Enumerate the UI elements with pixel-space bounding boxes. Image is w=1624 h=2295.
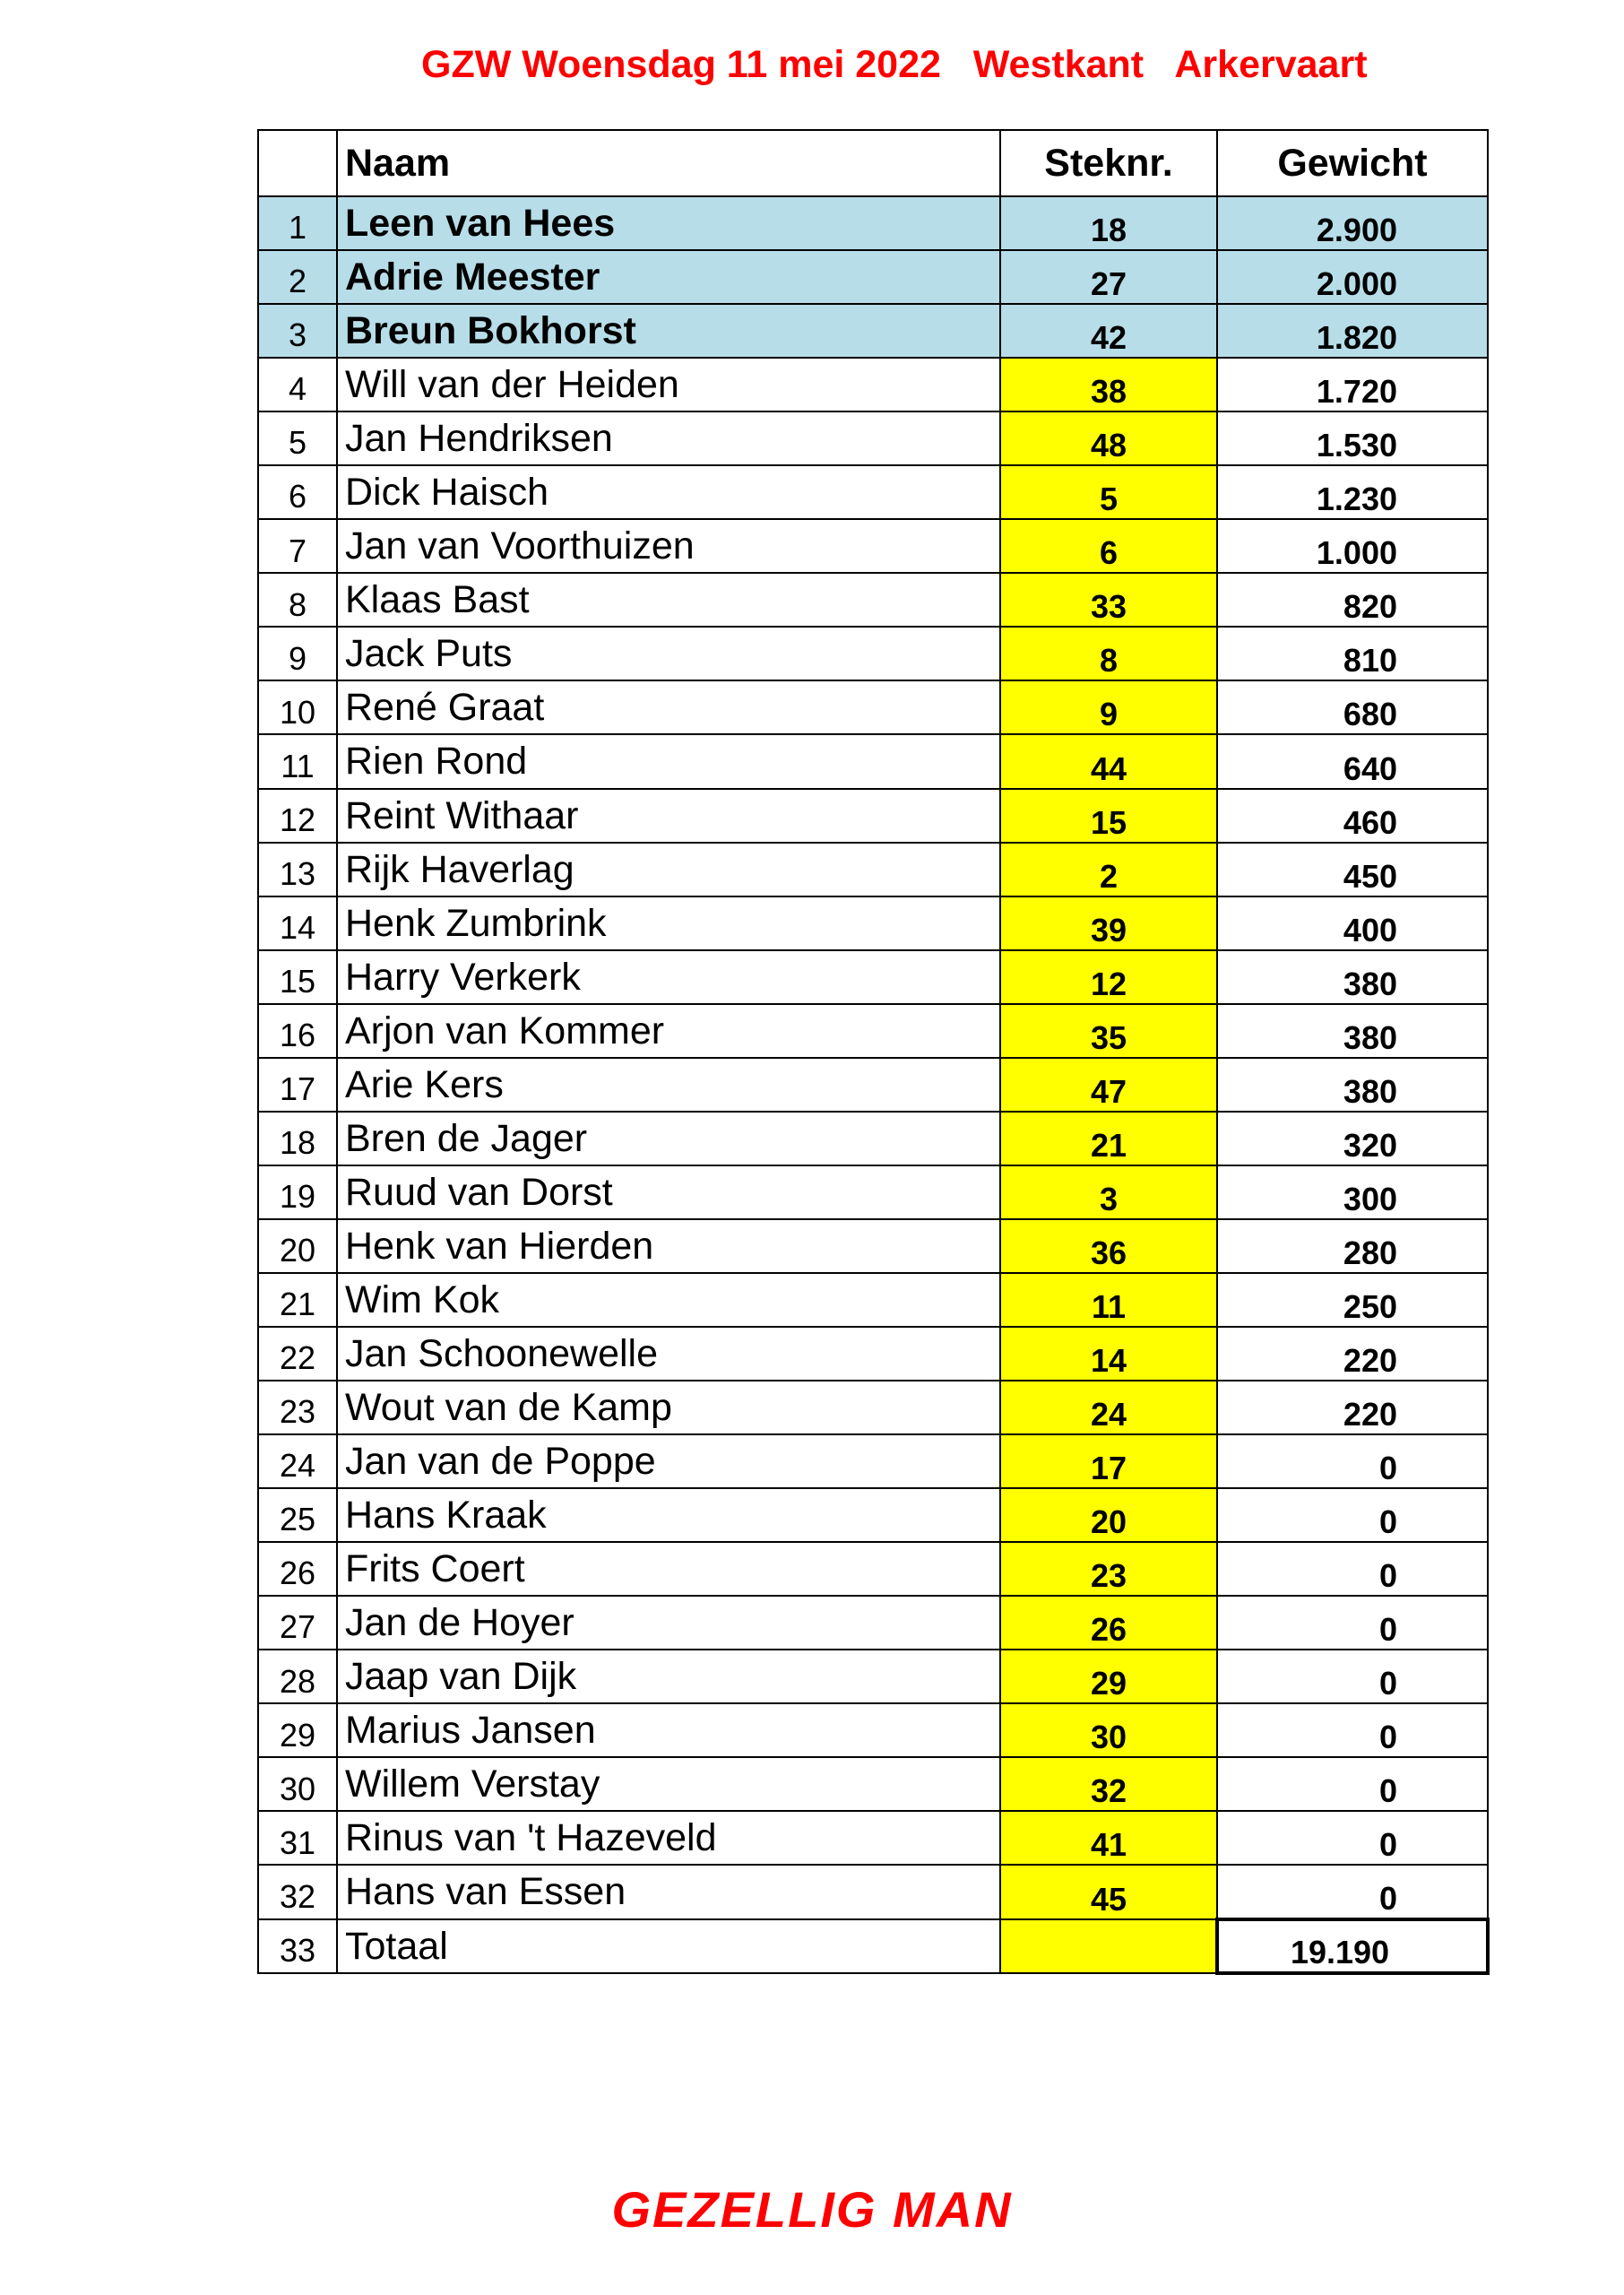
- gewicht-cell: 250: [1217, 1273, 1488, 1327]
- steknr-cell: 5: [1000, 465, 1217, 519]
- steknr-cell: 47: [1000, 1058, 1217, 1112]
- page-title: GZW Woensdag 11 mei 2022 Westkant Arkervaart: [421, 43, 1368, 86]
- table-row: [258, 358, 1488, 411]
- steknr-cell: 35: [1000, 1004, 1217, 1058]
- gewicht-cell: 380: [1217, 950, 1488, 1004]
- gewicht-cell: 300: [1217, 1165, 1488, 1219]
- name-cell: Reint Withaar: [337, 789, 1000, 843]
- table-row: [258, 1542, 1488, 1596]
- rank-cell: 23: [258, 1381, 337, 1434]
- footer-slogan: GEZELLIG MAN: [611, 2181, 1013, 2238]
- gewicht-cell: 460: [1217, 789, 1488, 843]
- steknr-cell: 21: [1000, 1112, 1217, 1165]
- steknr-cell: 6: [1000, 519, 1217, 573]
- table-row: [258, 1596, 1488, 1650]
- name-cell: Frits Coert: [337, 1542, 1000, 1596]
- gewicht-cell: 1.530: [1217, 411, 1488, 465]
- rank-cell: 9: [258, 627, 337, 680]
- name-cell: Rijk Haverlag: [337, 843, 1000, 896]
- rank-cell: 29: [258, 1703, 337, 1757]
- name-cell: Jan de Hoyer: [337, 1596, 1000, 1650]
- steknr-cell: 32: [1000, 1757, 1217, 1811]
- name-cell: Jan Hendriksen: [337, 411, 1000, 465]
- rank-cell: 20: [258, 1219, 337, 1273]
- steknr-cell: 24: [1000, 1381, 1217, 1434]
- steknr-cell: 3: [1000, 1165, 1217, 1219]
- results-table: [257, 129, 1490, 1975]
- table-row: [258, 1273, 1488, 1327]
- steknr-cell: 2: [1000, 843, 1217, 896]
- name-cell: Leen van Hees: [337, 196, 1000, 250]
- gewicht-cell: 1.000: [1217, 519, 1488, 573]
- name-cell: Harry Verkerk: [337, 950, 1000, 1004]
- gewicht-cell: 0: [1217, 1811, 1488, 1865]
- table-row: [258, 1004, 1488, 1058]
- rank-cell: 4: [258, 358, 337, 411]
- rank-cell: 25: [258, 1488, 337, 1542]
- rank-cell: 19: [258, 1165, 337, 1219]
- table-row: [258, 1058, 1488, 1112]
- name-cell: René Graat: [337, 680, 1000, 734]
- name-cell: Arie Kers: [337, 1058, 1000, 1112]
- gewicht-cell: 450: [1217, 843, 1488, 896]
- steknr-cell: 18: [1000, 196, 1217, 250]
- table-row: [258, 1811, 1488, 1865]
- steknr-cell: 36: [1000, 1219, 1217, 1273]
- name-cell: Jaap van Dijk: [337, 1650, 1000, 1703]
- steknr-cell: 14: [1000, 1327, 1217, 1381]
- steknr-cell: 33: [1000, 573, 1217, 627]
- table-row: [258, 1165, 1488, 1219]
- steknr-cell: [1000, 1919, 1217, 1973]
- rank-cell: 1: [258, 196, 337, 250]
- table-row: [258, 1650, 1488, 1703]
- name-cell: Jan Schoonewelle: [337, 1327, 1000, 1381]
- rank-cell: 21: [258, 1273, 337, 1327]
- header-gewicht: Gewicht: [1217, 130, 1488, 196]
- rank-cell: 30: [258, 1757, 337, 1811]
- table-row: [258, 950, 1488, 1004]
- rank-cell: 26: [258, 1542, 337, 1596]
- name-cell: Jan van de Poppe: [337, 1434, 1000, 1488]
- table-row: [258, 1703, 1488, 1757]
- rank-cell: 2: [258, 250, 337, 304]
- table-row: [258, 304, 1488, 358]
- header-naam: Naam: [337, 130, 1000, 196]
- table-row: [258, 196, 1488, 250]
- gewicht-cell: 380: [1217, 1004, 1488, 1058]
- gewicht-cell: 1.820: [1217, 304, 1488, 358]
- gewicht-cell: 1.720: [1217, 358, 1488, 411]
- table-row: [258, 573, 1488, 627]
- gewicht-cell: 19.190: [1217, 1919, 1488, 1973]
- table-row: [258, 465, 1488, 519]
- rank-cell: 24: [258, 1434, 337, 1488]
- gewicht-cell: 280: [1217, 1219, 1488, 1273]
- table-row: [258, 250, 1488, 304]
- rank-cell: 3: [258, 304, 337, 358]
- rank-cell: 13: [258, 843, 337, 896]
- gewicht-cell: 400: [1217, 896, 1488, 950]
- table-row: [258, 627, 1488, 680]
- table-header-row: [258, 130, 1488, 196]
- steknr-cell: 48: [1000, 411, 1217, 465]
- table-row: [258, 1865, 1488, 1918]
- gewicht-cell: 0: [1217, 1596, 1488, 1650]
- table-row: [258, 843, 1488, 896]
- name-cell: Jan van Voorthuizen: [337, 519, 1000, 573]
- rank-cell: 31: [258, 1811, 337, 1865]
- name-cell: Willem Verstay: [337, 1757, 1000, 1811]
- name-cell: Adrie Meester: [337, 250, 1000, 304]
- gewicht-cell: 640: [1217, 734, 1488, 788]
- steknr-cell: 30: [1000, 1703, 1217, 1757]
- name-cell: Henk Zumbrink: [337, 896, 1000, 950]
- steknr-cell: 42: [1000, 304, 1217, 358]
- rank-cell: 18: [258, 1112, 337, 1165]
- table-row: [258, 1219, 1488, 1273]
- header-steknr: Steknr.: [1000, 130, 1217, 196]
- steknr-cell: 38: [1000, 358, 1217, 411]
- gewicht-cell: 0: [1217, 1434, 1488, 1488]
- name-cell: Wim Kok: [337, 1273, 1000, 1327]
- name-cell: Breun Bokhorst: [337, 304, 1000, 358]
- name-cell: Klaas Bast: [337, 573, 1000, 627]
- steknr-cell: 41: [1000, 1811, 1217, 1865]
- steknr-cell: 9: [1000, 680, 1217, 734]
- steknr-cell: 12: [1000, 950, 1217, 1004]
- gewicht-cell: 1.230: [1217, 465, 1488, 519]
- rank-cell: 7: [258, 519, 337, 573]
- steknr-cell: 39: [1000, 896, 1217, 950]
- steknr-cell: 15: [1000, 789, 1217, 843]
- gewicht-cell: 0: [1217, 1542, 1488, 1596]
- table-row: [258, 896, 1488, 950]
- table-row: [258, 1434, 1488, 1488]
- rank-cell: 32: [258, 1865, 337, 1918]
- name-cell: Rien Rond: [337, 734, 1000, 788]
- name-cell: Henk van Hierden: [337, 1219, 1000, 1273]
- name-cell: Hans van Essen: [337, 1865, 1000, 1918]
- rank-cell: 16: [258, 1004, 337, 1058]
- table-row: [258, 1488, 1488, 1542]
- table-row: [258, 680, 1488, 734]
- steknr-cell: 8: [1000, 627, 1217, 680]
- gewicht-cell: 0: [1217, 1488, 1488, 1542]
- rank-cell: 28: [258, 1650, 337, 1703]
- header-rank: [258, 130, 337, 196]
- steknr-cell: 11: [1000, 1273, 1217, 1327]
- gewicht-cell: 0: [1217, 1865, 1488, 1918]
- rank-cell: 8: [258, 573, 337, 627]
- table-row: [258, 519, 1488, 573]
- table-row: [258, 734, 1488, 788]
- table-row: [258, 789, 1488, 843]
- name-cell: Wout van de Kamp: [337, 1381, 1000, 1434]
- gewicht-cell: 2.000: [1217, 250, 1488, 304]
- steknr-cell: 26: [1000, 1596, 1217, 1650]
- gewicht-cell: 810: [1217, 627, 1488, 680]
- name-cell: Marius Jansen: [337, 1703, 1000, 1757]
- rank-cell: 15: [258, 950, 337, 1004]
- table-row: [258, 1112, 1488, 1165]
- rank-cell: 6: [258, 465, 337, 519]
- rank-cell: 14: [258, 896, 337, 950]
- table-row: [258, 1757, 1488, 1811]
- gewicht-cell: 680: [1217, 680, 1488, 734]
- rank-cell: 12: [258, 789, 337, 843]
- gewicht-cell: 0: [1217, 1757, 1488, 1811]
- table-row: [258, 411, 1488, 465]
- name-cell: Arjon van Kommer: [337, 1004, 1000, 1058]
- rank-cell: 27: [258, 1596, 337, 1650]
- gewicht-cell: 220: [1217, 1381, 1488, 1434]
- steknr-cell: 29: [1000, 1650, 1217, 1703]
- rank-cell: 22: [258, 1327, 337, 1381]
- rank-cell: 11: [258, 734, 337, 788]
- gewicht-cell: 320: [1217, 1112, 1488, 1165]
- rank-cell: 33: [258, 1919, 337, 1973]
- gewicht-cell: 820: [1217, 573, 1488, 627]
- gewicht-cell: 0: [1217, 1650, 1488, 1703]
- rank-cell: 10: [258, 680, 337, 734]
- steknr-cell: 45: [1000, 1865, 1217, 1918]
- steknr-cell: 44: [1000, 734, 1217, 788]
- steknr-cell: 20: [1000, 1488, 1217, 1542]
- name-cell: Bren de Jager: [337, 1112, 1000, 1165]
- total-row: [258, 1919, 1488, 1973]
- name-cell: Hans Kraak: [337, 1488, 1000, 1542]
- steknr-cell: 27: [1000, 250, 1217, 304]
- rank-cell: 17: [258, 1058, 337, 1112]
- gewicht-cell: 2.900: [1217, 196, 1488, 250]
- name-cell: Dick Haisch: [337, 465, 1000, 519]
- steknr-cell: 17: [1000, 1434, 1217, 1488]
- name-cell: Will van der Heiden: [337, 358, 1000, 411]
- table-row: [258, 1327, 1488, 1381]
- rank-cell: 5: [258, 411, 337, 465]
- name-cell: Rinus van 't Hazeveld: [337, 1811, 1000, 1865]
- gewicht-cell: 0: [1217, 1703, 1488, 1757]
- name-cell: Totaal: [337, 1919, 1000, 1973]
- name-cell: Jack Puts: [337, 627, 1000, 680]
- gewicht-cell: 220: [1217, 1327, 1488, 1381]
- steknr-cell: 23: [1000, 1542, 1217, 1596]
- table-row: [258, 1381, 1488, 1434]
- gewicht-cell: 380: [1217, 1058, 1488, 1112]
- name-cell: Ruud van Dorst: [337, 1165, 1000, 1219]
